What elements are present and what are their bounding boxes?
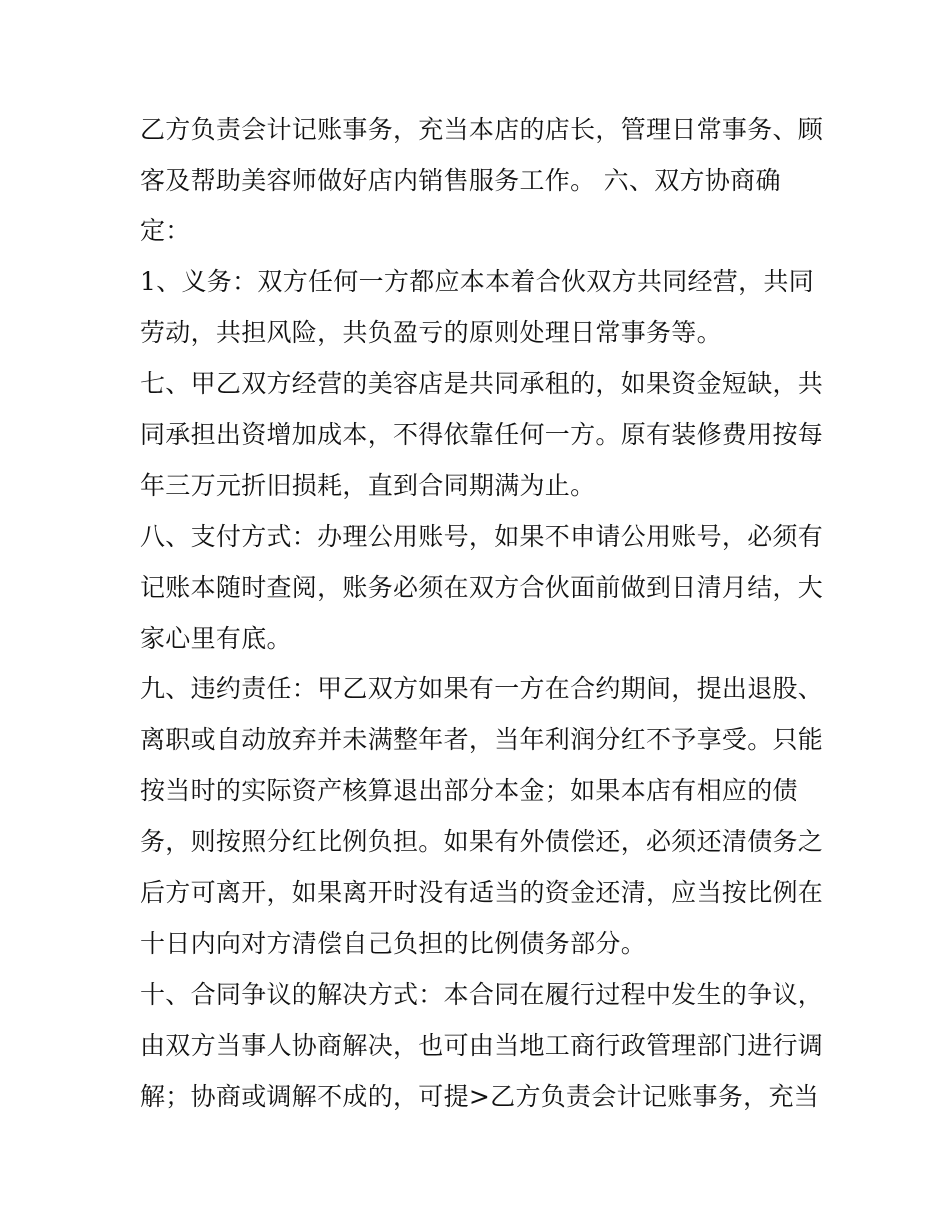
text-line: 务，则按照分红比例负担。如果有外债偿还，必须还清债务之 — [140, 827, 824, 856]
text-line: 劳动，共担风险，共负盈亏的原则处理日常事务等。 — [140, 318, 722, 347]
text-line: 八、支付方式：办理公用账号，如果不申请公用账号，必须有 — [140, 522, 824, 551]
text-line: 1、义务：双方任何一方都应本本着合伙双方共同经营，共同 — [140, 267, 815, 296]
text-line: 客及帮助美容师做好店内销售服务工作。 六、双方协商确 — [140, 166, 781, 195]
text-line: 十、合同争议的解决方式：本合同在履行过程中发生的争议， — [140, 980, 824, 1009]
text-line: 按当时的实际资产核算退出部分本金；如果本店有相应的债 — [140, 776, 798, 805]
text-line: 七、甲乙双方经营的美容店是共同承租的，如果资金短缺，共 — [140, 369, 824, 398]
text-line: 定： — [140, 216, 191, 245]
text-line: 后方可离开，如果离开时没有适当的资金还清，应当按比例在 — [140, 878, 824, 907]
text-line: 十日内向对方清偿自己负担的比例债务部分。 — [140, 929, 647, 958]
text-line: 记账本随时查阅，账务必须在双方合伙面前做到日清月结，大 — [140, 573, 824, 602]
text-line: 家心里有底。 — [140, 624, 292, 653]
text-line: 离职或自动放弃并未满整年者，当年利润分红不予享受。只能 — [140, 725, 824, 754]
text-line: 九、违约责任：甲乙双方如果有一方在合约期间，提出退股、 — [140, 674, 824, 703]
text-line: 解；协商或调解不成的，可提>乙方负责会计记账事务，充当 — [140, 1082, 820, 1111]
text-line: 年三万元折旧损耗，直到合同期满为止。 — [140, 471, 596, 500]
text-line: 乙方负责会计记账事务，充当本店的店长，管理日常事务、顾 — [140, 115, 824, 144]
text-line: 同承担出资增加成本，不得依靠任何一方。原有装修费用按每 — [140, 420, 824, 449]
text-line: 由双方当事人协商解决，也可由当地工商行政管理部门进行调 — [140, 1031, 824, 1060]
